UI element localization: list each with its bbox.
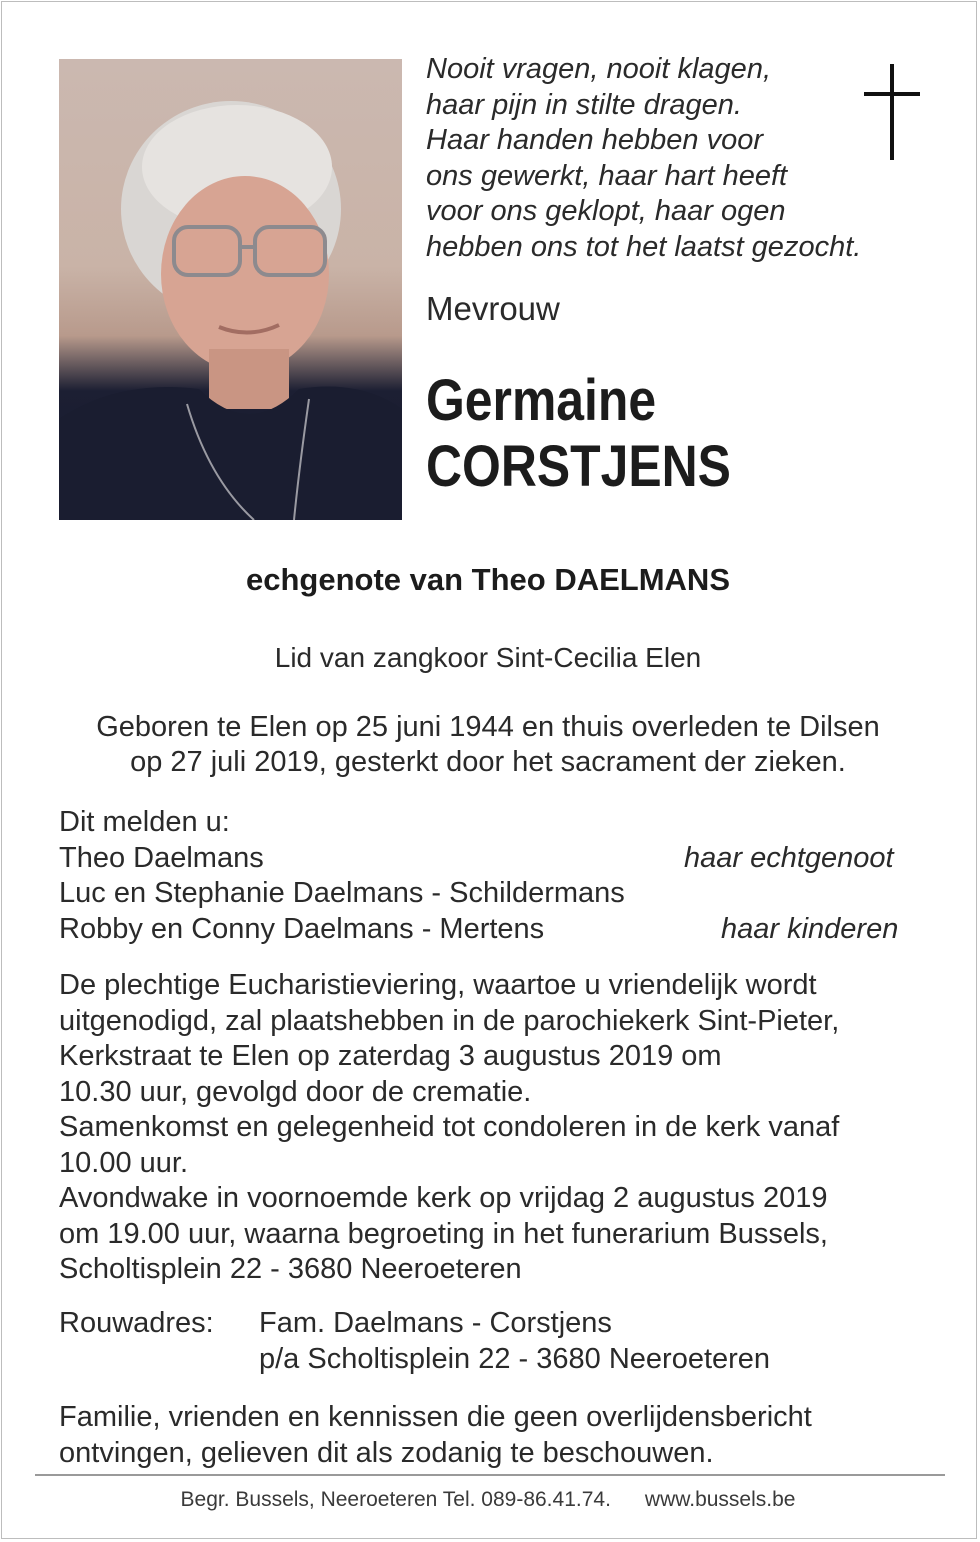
footer <box>0 1488 976 1512</box>
poem-line: ons gewerkt, haar hart heeft <box>426 159 788 192</box>
ceremony-line: Scholtisplein 22 - 3680 Neeroeteren <box>59 1253 522 1285</box>
ceremony-line: 10.30 uur, gevolgd door de crematie. <box>59 1075 532 1108</box>
announcers-block <box>59 805 919 947</box>
ceremony-line: Samenkomst en gelegenheid tot condoleren in de kerk vanaf <box>59 1111 840 1143</box>
ceremony-line: uitgenodigd, zal plaatshebben in de parochiekerk Sint-Pieter, <box>59 1004 840 1037</box>
address-line: Fam. Daelmans - Corstjens <box>259 1307 612 1339</box>
deceased-name <box>426 368 731 500</box>
cross-icon <box>862 64 922 160</box>
poem-line: haar pijn in stilte dragen. <box>426 88 742 121</box>
poem-line: Nooit vragen, nooit klagen, <box>426 53 771 85</box>
announcer-row <box>59 841 919 877</box>
poem-line: Haar handen hebben voor <box>426 124 763 156</box>
closing-block <box>59 1400 919 1471</box>
closing-line: ontvingen, gelieven dit als zodanig te beschouwen. <box>59 1436 714 1469</box>
announcer-row <box>59 876 919 912</box>
ceremony-line: om 19.00 uur, waarna begroeting in het funerarium Bussels, <box>59 1217 828 1250</box>
ceremony-line: Avondwake in voornoemde kerk op vrijdag 2 augustus 2019 <box>59 1182 828 1214</box>
address-line: p/a Scholtisplein 22 - 3680 Neeroeteren <box>259 1342 771 1375</box>
portrait-photo <box>59 59 402 520</box>
last-name: CORSTJENS <box>426 434 731 499</box>
birth-death-line: Geboren te Elen op 25 juni 1944 en thuis overleden te Dilsen <box>96 711 880 743</box>
birth-death-line: op 27 juli 2019, gesterkt door het sacrament der zieken. <box>130 746 846 778</box>
ceremony-line: 10.00 uur. <box>59 1146 188 1179</box>
first-name: Germaine <box>426 368 657 433</box>
membership-line: Lid van zangkoor Sint-Cecilia Elen <box>274 642 702 673</box>
announcer-row <box>59 912 919 948</box>
announcer-relation: haar kinderen <box>721 912 899 945</box>
closing-line: Familie, vrienden en kennissen die geen overlijdensbericht <box>59 1401 812 1433</box>
ceremony-block <box>59 968 919 1288</box>
poem <box>426 52 861 265</box>
footer-divider <box>35 1474 945 1476</box>
announcer-names: Luc en Stephanie Daelmans - Schildermans <box>59 877 625 909</box>
ceremony-line: De plechtige Eucharistieviering, waartoe u vriendelijk wordt <box>59 969 817 1001</box>
announcers-intro: Dit melden u: <box>59 806 230 838</box>
poem-line: hebben ons tot het laatst gezocht. <box>426 230 862 263</box>
announcer-names: Robby en Conny Daelmans - Mertens <box>59 912 545 945</box>
salutation: Mevrouw <box>426 290 560 327</box>
website-link[interactable]: www.bussels.be <box>644 1488 796 1511</box>
announcer-relation: haar echtgenoot <box>684 841 894 874</box>
ceremony-line: Kerkstraat te Elen op zaterdag 3 augustus 2019 om <box>59 1040 722 1072</box>
address-block <box>59 1306 919 1377</box>
address-label: Rouwadres: <box>59 1307 214 1339</box>
birth-death-text <box>0 710 976 780</box>
poem-line: voor ons geklopt, haar ogen <box>426 195 786 227</box>
announcer-names: Theo Daelmans <box>59 841 264 874</box>
spouse-line: echgenote van Theo DAELMANS <box>246 562 730 597</box>
undertaker-info: Begr. Bussels, Neeroeteren Tel. 089-86.41.74. <box>180 1488 611 1511</box>
